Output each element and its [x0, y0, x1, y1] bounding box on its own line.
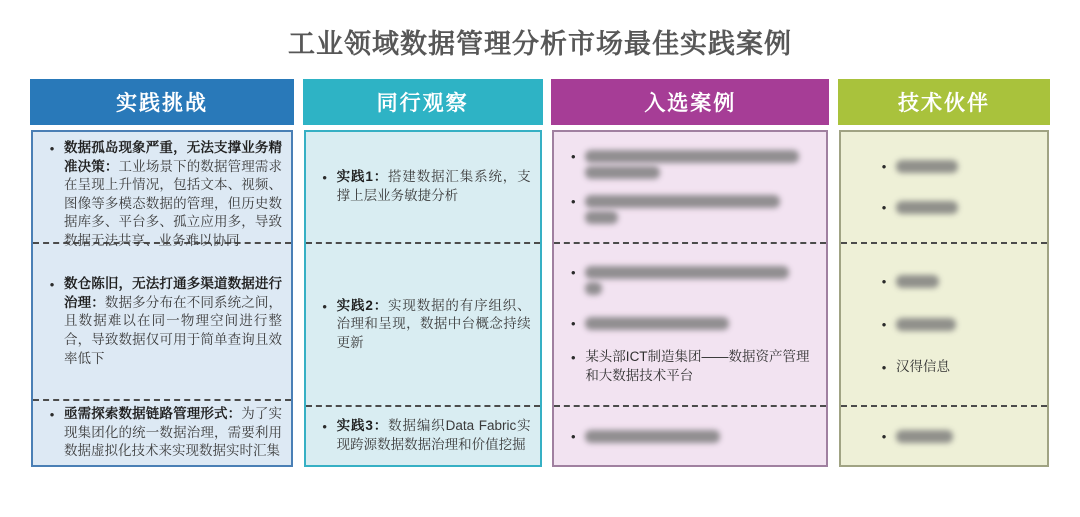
redacted-text-blob [896, 160, 958, 173]
item-text: 搭建数据汇集系统，支撑上层业务敏捷分析 [336, 169, 531, 203]
list-item-text [896, 198, 1040, 217]
list-item-text [585, 263, 819, 298]
bullet-icon: • [571, 315, 576, 331]
column-peer-observations [303, 79, 543, 467]
redacted-text-blob [585, 317, 729, 330]
list-item-text [585, 192, 819, 227]
bullet-icon: • [571, 148, 576, 164]
redacted-text-blob [585, 266, 789, 279]
column-header-label: 入选案例 [644, 92, 737, 115]
list-item [561, 263, 819, 298]
column-body-practice-challenges [31, 130, 293, 467]
bullet-icon: • [881, 274, 887, 289]
column-header-practice-challenges [30, 79, 294, 125]
column-body-tech-partners [839, 130, 1049, 467]
item-lead-bold: 实践1： [336, 169, 389, 185]
item-text: 某头部ICT制造集团——数据资产管理和大数据技术平台 [585, 349, 810, 383]
bullet-icon: • [881, 428, 887, 444]
redacted-text-blob [896, 318, 956, 331]
list-item [40, 405, 284, 461]
list-item-text [896, 315, 1040, 334]
redacted-text-blob [896, 275, 939, 288]
list-item-text [64, 405, 284, 461]
columns-row [30, 79, 1050, 467]
column-body-peer-observations [304, 130, 542, 467]
redacted-text-blob [585, 430, 720, 443]
bullet-icon: • [881, 317, 887, 332]
column-tech-partners [838, 79, 1050, 467]
column-header-peer-observations [303, 79, 543, 125]
column-header-label: 技术伙伴 [897, 92, 990, 115]
item-lead-bold: 实践3： [336, 418, 389, 434]
bullet-icon: • [322, 170, 327, 186]
column-practice-challenges [30, 79, 294, 467]
row-section-2 [841, 244, 1047, 407]
bullet-icon: • [571, 194, 576, 210]
row-section-3 [554, 407, 826, 465]
list-item [561, 348, 819, 385]
list-item-text [64, 139, 284, 251]
row-section-3 [841, 407, 1047, 465]
list-item [848, 272, 1040, 291]
list-item-text [585, 348, 819, 385]
redacted-text-blob [585, 150, 798, 163]
list-item [313, 297, 533, 353]
item-text: 数据多分布在不同系统之间，且数据难以在同一物理空间进行整合，导致数据仅可用于简单查询且效率低下 [64, 294, 283, 366]
row-section-1 [554, 132, 826, 244]
column-header-label: 实践挑战 [116, 92, 208, 115]
list-item [848, 315, 1040, 334]
row-section-3 [306, 407, 540, 465]
column-header-label: 同行观察 [376, 92, 469, 115]
item-lead-bold: 数仓陈旧，无法打通多渠道数据进行治理： [64, 276, 282, 310]
column-selected-cases [551, 79, 829, 467]
row-section-2 [306, 244, 540, 407]
bullet-icon: • [881, 199, 887, 215]
list-item [313, 417, 533, 454]
bullet-icon: • [49, 277, 55, 293]
row-section-1 [33, 132, 291, 248]
list-item-text [585, 427, 819, 446]
item-text: 实现数据的有序组织、治理和呈现，数据中台概念持续更新 [336, 297, 531, 350]
list-item [848, 358, 1040, 377]
bullet-icon: • [571, 265, 576, 281]
list-item-text [337, 417, 533, 454]
list-item-text [896, 427, 1040, 446]
list-item [848, 198, 1040, 217]
bullet-icon: • [49, 407, 55, 423]
item-text: 数据编织Data Fabric实现跨源数据数据治理和价值挖掘 [336, 418, 531, 452]
row-section-1 [841, 132, 1047, 244]
redacted-text-blob [585, 282, 601, 295]
row-section-3 [33, 401, 291, 465]
redacted-text-blob [896, 201, 958, 214]
list-item-text [585, 147, 819, 182]
bullet-icon: • [881, 159, 887, 175]
list-item [40, 275, 284, 368]
list-item-text [896, 358, 1040, 377]
list-item [561, 192, 819, 227]
redacted-text-blob [896, 430, 953, 443]
column-body-selected-cases [552, 130, 828, 467]
list-item [848, 427, 1040, 446]
item-text: 汉得信息 [895, 359, 950, 374]
list-item-text [64, 275, 284, 368]
list-item [561, 147, 819, 182]
list-item-text [585, 314, 819, 333]
list-item-text [896, 157, 1040, 176]
page-title: 工业领域数据管理分析市场最佳实践案例 [288, 29, 792, 59]
row-section-2 [554, 244, 826, 407]
list-item [561, 427, 819, 446]
list-item [40, 139, 284, 251]
bullet-icon: • [322, 298, 327, 314]
item-lead-bold: 实践2： [336, 297, 389, 313]
bullet-icon: • [571, 428, 576, 444]
item-lead-bold: 数据孤岛现象严重，无法支撑业务精准决策： [64, 140, 282, 174]
list-item [313, 168, 533, 205]
item-text: 为了实现集团化的统一数据治理，需要利用数据虚拟化技术来实现数据实时汇集 [64, 406, 283, 459]
redacted-text-blob [585, 211, 617, 224]
bullet-icon: • [322, 419, 327, 435]
bullet-icon: • [49, 141, 55, 156]
bullet-icon: • [881, 360, 887, 375]
item-lead-bold: 亟需探索数据链路管理形式： [64, 406, 242, 422]
column-header-tech-partners [838, 79, 1050, 125]
redacted-text-blob [585, 195, 780, 208]
item-text: 工业场景下的数据管理需求在呈现上升情况，包括文本、视频、图像等多模态数据的管理，但历史数据库多、平台多、孤立应用多，导致数据无法共享、业务难以协同 [64, 158, 283, 248]
list-item [561, 314, 819, 333]
list-item-text [337, 168, 533, 205]
row-section-1 [306, 132, 540, 244]
column-header-selected-cases [551, 79, 829, 125]
list-item-text [337, 297, 533, 353]
row-section-2 [33, 244, 291, 401]
redacted-text-blob [585, 166, 659, 179]
bullet-icon: • [571, 350, 576, 366]
list-item [848, 157, 1040, 176]
list-item-text [896, 272, 1040, 291]
